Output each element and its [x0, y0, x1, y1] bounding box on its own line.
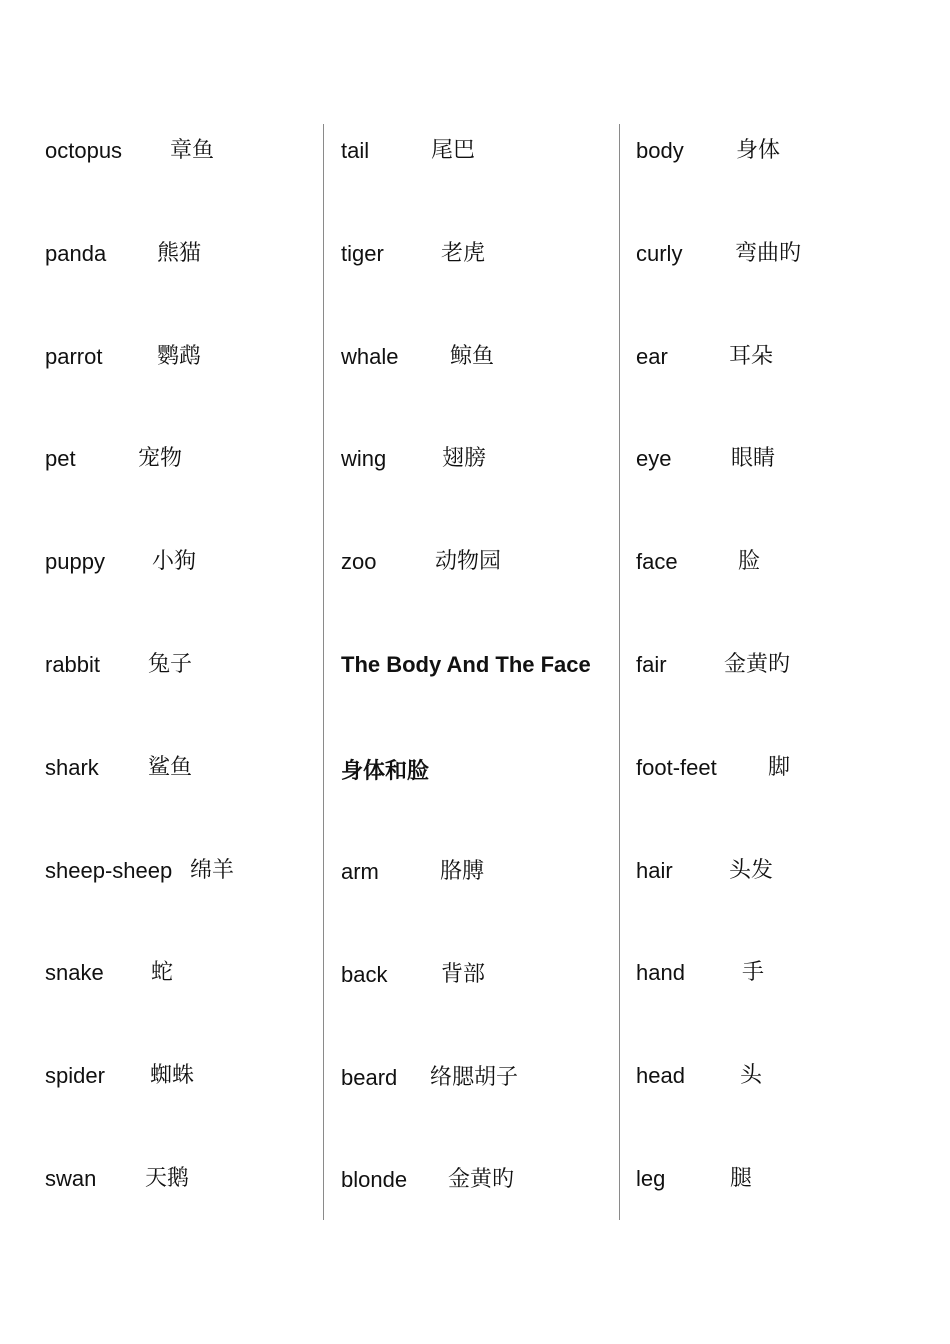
chinese-translation: 兔子 — [148, 652, 193, 677]
english-word: hand — [636, 960, 685, 985]
english-word: wing — [341, 446, 387, 471]
chinese-translation: 脚 — [768, 755, 791, 780]
chinese-translation: 鲨鱼 — [148, 755, 193, 780]
english-word: face — [636, 549, 678, 574]
chinese-translation: 天鹅 — [145, 1166, 190, 1191]
vocabulary-column-2 — [341, 124, 621, 1220]
english-word: back — [341, 962, 388, 987]
chinese-translation: 鲸鱼 — [450, 344, 495, 369]
chinese-translation: 蛇 — [151, 960, 174, 985]
english-word: foot-feet — [636, 755, 717, 780]
chinese-translation: 熊猫 — [157, 241, 202, 266]
chinese-translation: 手 — [742, 960, 765, 985]
english-word: swan — [45, 1166, 97, 1191]
english-word: rabbit — [45, 652, 101, 677]
english-word: sheep-sheep — [45, 858, 173, 883]
chinese-translation: 络腮胡子 — [430, 1065, 519, 1090]
english-word: body — [636, 138, 684, 163]
chinese-translation: 小狗 — [152, 549, 197, 574]
chinese-translation: 金黄旳 — [724, 652, 791, 677]
chinese-translation: 背部 — [441, 962, 486, 987]
english-word: shark — [45, 755, 99, 780]
english-word: octopus — [45, 138, 123, 163]
chinese-translation: 章鱼 — [170, 138, 215, 163]
chinese-translation: 蜘蛛 — [150, 1063, 195, 1088]
vocabulary-column-3 — [636, 124, 916, 1220]
vocabulary-column-1 — [45, 124, 325, 1220]
english-word: snake — [45, 960, 104, 985]
english-word: arm — [341, 859, 379, 884]
chinese-translation: 头发 — [729, 858, 774, 883]
chinese-translation: 腿 — [730, 1166, 753, 1191]
chinese-translation: 老虎 — [441, 241, 486, 266]
chinese-translation: 绵羊 — [190, 858, 235, 883]
chinese-translation: 金黄旳 — [448, 1167, 515, 1192]
english-word: head — [636, 1063, 685, 1088]
section-heading-english: The Body And The Face — [341, 652, 591, 677]
chinese-translation: 耳朵 — [729, 344, 774, 369]
english-word: ear — [636, 344, 668, 369]
chinese-translation: 脸 — [738, 549, 761, 574]
english-word: eye — [636, 446, 672, 471]
english-word: beard — [341, 1065, 398, 1090]
english-word: parrot — [45, 344, 103, 369]
chinese-translation: 尾巴 — [431, 138, 476, 163]
english-word: whale — [341, 344, 399, 369]
chinese-translation: 宠物 — [138, 446, 183, 471]
chinese-translation: 鹦鹉 — [157, 344, 202, 369]
chinese-translation: 动物园 — [435, 549, 502, 574]
chinese-translation: 胳膊 — [440, 859, 485, 884]
english-word: hair — [636, 858, 673, 883]
chinese-translation: 翅膀 — [442, 446, 487, 471]
english-word: spider — [45, 1063, 105, 1088]
english-word: panda — [45, 241, 107, 266]
english-word: curly — [636, 241, 683, 266]
chinese-translation: 身体 — [736, 138, 781, 163]
english-word: leg — [636, 1166, 666, 1191]
english-word: tiger — [341, 241, 384, 266]
chinese-translation: 头 — [740, 1063, 763, 1088]
english-word: blonde — [341, 1167, 408, 1192]
english-word: pet — [45, 446, 76, 471]
chinese-translation: 弯曲旳 — [735, 241, 802, 266]
english-word: puppy — [45, 549, 105, 574]
english-word: zoo — [341, 549, 377, 574]
section-heading-chinese: 身体和脸 — [341, 759, 430, 784]
english-word: fair — [636, 652, 667, 677]
chinese-translation: 眼睛 — [731, 446, 776, 471]
english-word: tail — [341, 138, 370, 163]
